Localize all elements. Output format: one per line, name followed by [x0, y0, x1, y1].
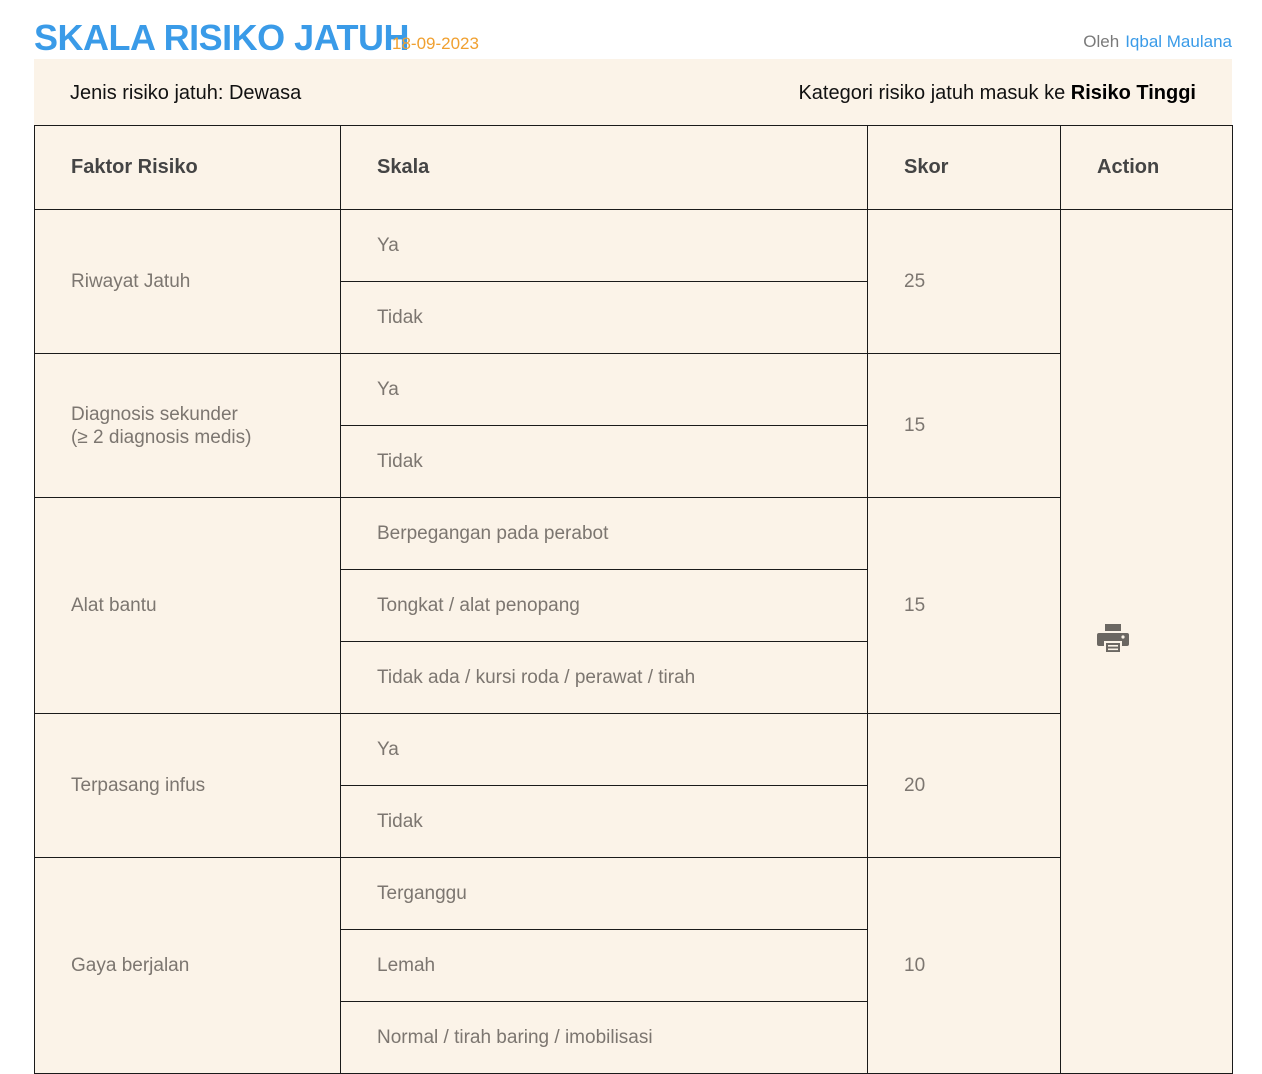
table-row: [35, 498, 1233, 570]
table-row: [35, 858, 1233, 930]
table-row: [35, 354, 1233, 426]
column-header-action: Action: [1061, 126, 1233, 210]
table-row: [35, 714, 1233, 786]
score-cell: 10: [868, 858, 1061, 1074]
page-title: SKALA RISIKO JATUH: [34, 17, 410, 58]
header: [34, 14, 1232, 60]
factor-cell: [35, 858, 341, 1074]
factor-label: Terpasang infus: [71, 775, 206, 796]
scale-option: Berpegangan pada perabot: [341, 498, 868, 570]
column-header-score: Skor: [868, 126, 1061, 210]
risk-category-prefix: Kategori risiko jatuh masuk ke: [798, 82, 1066, 104]
column-header-factor: Faktor Risiko: [35, 126, 341, 210]
factor-sublabel: (≥ 2 diagnosis medis): [71, 426, 252, 448]
factor-cell: [35, 714, 341, 858]
author-by-label: Oleh: [1083, 32, 1120, 51]
column-header-scale: Skala: [341, 126, 868, 210]
scale-option: Ya: [341, 210, 868, 282]
risk-table: [34, 125, 1233, 1074]
factor-label: Diagnosis sekunder: [71, 403, 238, 425]
factor-cell: [35, 354, 341, 498]
risk-summary-bar: [34, 59, 1232, 125]
action-cell: [1061, 210, 1233, 1074]
table-header-row: [35, 126, 1233, 210]
risk-category-text: [798, 81, 1196, 105]
scale-option: Ya: [341, 714, 868, 786]
scale-option: Ya: [341, 354, 868, 426]
score-cell: 15: [868, 354, 1061, 498]
assessment-date: 18-09-2023: [392, 34, 479, 53]
scale-option: Tongkat / alat penopang: [341, 570, 868, 642]
scale-option: Normal / tirah baring / imobilisasi: [341, 1002, 868, 1074]
scale-option: Lemah: [341, 930, 868, 1002]
scale-option: Tidak ada / kursi roda / perawat / tirah: [341, 642, 868, 714]
table-row: [35, 210, 1233, 282]
print-icon[interactable]: [1097, 624, 1129, 654]
factor-label: Riwayat Jatuh: [71, 271, 191, 292]
scale-option: Tidak: [341, 282, 868, 354]
score-cell: 15: [868, 498, 1061, 714]
scale-option: Terganggu: [341, 858, 868, 930]
score-cell: 25: [868, 210, 1061, 354]
scale-option: Tidak: [341, 786, 868, 858]
factor-cell: [35, 498, 341, 714]
score-cell: 20: [868, 714, 1061, 858]
risk-type-text: Jenis risiko jatuh: Dewasa: [70, 82, 302, 104]
factor-label: Alat bantu: [71, 595, 157, 616]
scale-option: Tidak: [341, 426, 868, 498]
author-name-link[interactable]: Iqbal Maulana: [1125, 32, 1232, 51]
factor-cell: [35, 210, 341, 354]
factor-label: Gaya berjalan: [71, 955, 190, 976]
risk-category-value: Risiko Tinggi: [1070, 82, 1196, 104]
author-info: [1083, 32, 1232, 52]
